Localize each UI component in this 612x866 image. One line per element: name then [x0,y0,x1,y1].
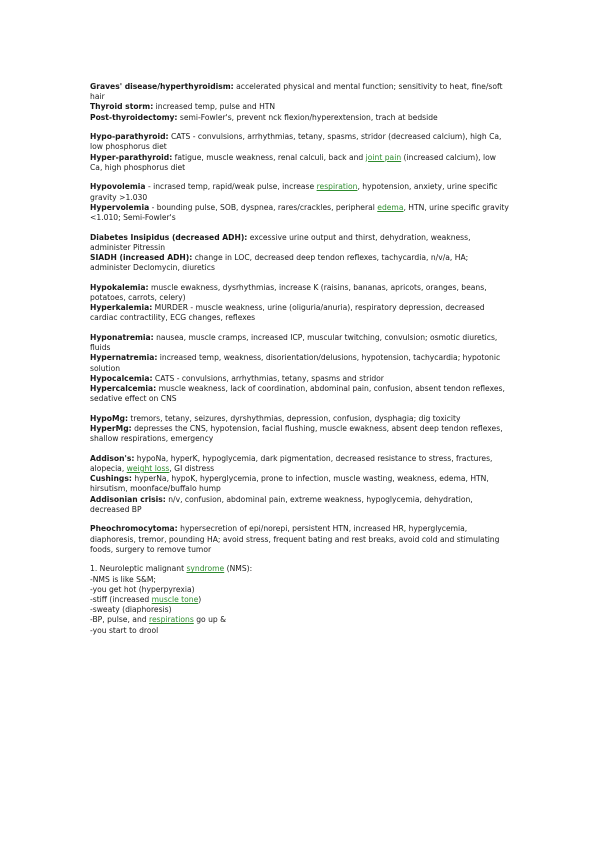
nms-text: -stiff (increased [90,595,152,605]
nms-text: go up & [193,615,227,625]
entry-term: Hypocalcemia: [90,373,153,383]
nms-line [90,575,510,585]
nms-text: -NMS is like S&M; [90,574,156,584]
link-respirations[interactable]: respirations [149,615,194,625]
entry-hypomg [90,414,510,424]
entry-text: MURDER - muscle weakness, urine (oliguria/anuria), respiratory depression, decreased cardiac contractility, ECG changes, reflexes [90,303,485,323]
notes-content [90,82,510,645]
section-volemia [90,182,510,223]
entry-text: accelerated physical and mental function; sensitivity to heat, fine/soft hair [90,82,503,102]
entry-term: Hypo-parathyroid: [90,132,169,142]
entry-hypernatremia [90,353,510,373]
entry-hypermg [90,424,510,444]
nms-text: 1. Neuroleptic malignant [90,564,187,574]
nms-text: -you get hot (hyperpyrexia) [90,584,195,594]
section-nms [90,564,510,635]
entry-term: Thyroid storm: [90,102,154,112]
entry-term: Addison's: [90,453,135,463]
entry-text: CATS - convulsions, arrhythmias, tetany, spasms, stridor (decreased calcium), high Ca, low phosphorus diet [90,132,502,152]
nms-line [90,615,510,625]
nms-line [90,585,510,595]
entry-text: change in LOC, decreased deep tendon reflexes, tachycardia, n/v/a, HA; administer Declomycin, diuretics [90,253,469,273]
entry-text: muscle weakness, lack of coordination, abdominal pain, confusion, absent tendon reflexes, sedative effect on CNS [90,384,505,404]
link-edema[interactable]: edema [377,202,404,212]
entry-term: Hypervolemia [90,202,150,212]
entry-text: hypoNa, hyperK, hypoglycemia, dark pigmentation, decreased resistance to stress, fractures, alopecia, [90,453,493,474]
entry-addisons [90,454,510,474]
entry-hypocalcemia [90,374,510,384]
entry-hypervolemia [90,203,510,223]
entry-hypo-parathyroid [90,132,510,152]
nms-text: -you start to drool [90,625,159,635]
entry-term: Graves' disease/hyperthyroidism: [90,82,234,91]
entry-hypokalemia [90,283,510,303]
entry-text: - incrased temp, rapid/weak pulse, increase [145,182,317,192]
nms-text: -BP, pulse, and [90,615,149,625]
section-parathyroid [90,132,510,173]
entry-term: Hypovolemia [90,182,146,192]
entry-term: Hypernatremia: [90,353,158,363]
nms-line [90,626,510,636]
entry-graves [90,82,510,102]
entry-text: hyperNa, hypoK, hyperglycemia, prone to infection, muscle wasting, weakness, edema, HTN, hirsutism, moonface/buffalo hump [90,474,489,494]
entry-addisonian-crisis [90,495,510,515]
nms-line [90,564,510,574]
entry-term: SIADH (increased ADH): [90,253,193,263]
entry-text: increased temp, pulse and HTN [153,102,276,112]
entry-text: tremors, tetany, seizures, dyrshythmias, depression, confusion, dysphagia; dig toxicity [128,413,461,423]
entry-text: CATS - convulsions, arrhythmias, tetany, spasms and stridor [152,373,384,383]
nms-line [90,595,510,605]
entry-text: , hypotension, anxiety, urine specific gravity >1.030 [90,182,498,202]
entry-text: n/v, confusion, abdominal pain, extreme weakness, hypoglycemia, dehydration, decreased BP [90,494,473,514]
section-sodium-calcium [90,333,510,404]
entry-hypercalcemia [90,384,510,404]
entry-text: (increased calcium), low Ca, high phosphorus diet [90,152,496,172]
entry-diabetes-insipidus [90,233,510,253]
link-respiration[interactable]: respiration [316,182,358,192]
entry-text: fatigue, muscle weakness, renal calculi, back and [172,152,366,162]
entry-pheochromocytoma [90,524,510,555]
entry-thyroid-storm [90,102,510,112]
section-potassium [90,283,510,324]
link-joint-pain[interactable]: joint pain [365,152,402,162]
entry-text: depresses the CNS, hypotension, facial flushing, muscle ewakness, absent deep tendon reflexes, shallow respirations, emergency [90,424,503,444]
entry-text: excessive urine output and thirst, dehydration, weakness, administer Pitressin [90,232,471,252]
entry-hypovolemia [90,182,510,202]
entry-cushings [90,474,510,494]
entry-text: hypersecretion of epi/norepi, persistent HTN, increased HR, hyperglycemia, diaphoresis, tremor, pounding HA; avoid stress, frequent bating and rest breaks, avoid cold and stimulating foods, surgery to remove tumor [90,524,500,554]
nms-line [90,605,510,615]
entry-term: HyperMg: [90,424,132,434]
entry-term: Cushings: [90,474,132,484]
entry-text: , GI distress [169,464,215,474]
entry-term: Pheochromocytoma: [90,524,178,534]
entry-term: Hypokalemia: [90,282,149,292]
entry-term: Hyponatremia: [90,333,154,343]
nms-text: (NMS): [224,564,253,574]
section-adrenal [90,454,510,515]
entry-hyponatremia [90,333,510,353]
section-adh [90,233,510,274]
entry-text: muscle ewakness, dysrhythmias, increase K (raisins, bananas, apricots, oranges, beans, potatoes, carrots, celery) [90,282,487,303]
entry-term: Diabetes Insipidus (decreased ADH): [90,232,248,242]
entry-term: HypoMg: [90,413,128,423]
section-pheochromocytoma [90,524,510,555]
entry-term: Addisonian crisis: [90,494,166,504]
entry-term: Hypercalcemia: [90,384,157,394]
entry-siadh [90,253,510,273]
link-muscle-tone[interactable]: muscle tone [151,595,199,605]
section-magnesium [90,414,510,445]
entry-post-thyroidectomy [90,113,510,123]
entry-term: Hyper-parathyroid: [90,152,173,162]
entry-text: increased temp, weakness, disorientation/delusions, hypotension, tachycardia; hypotonic solution [90,353,501,373]
entry-text: nausea, muscle cramps, increased ICP, muscular twitching, convulsion; osmotic diuretics, fluids [90,333,498,353]
nms-text: -sweaty (diaphoresis) [90,605,172,615]
entry-hyperkalemia [90,303,510,323]
link-weight-loss[interactable]: weight loss [126,464,170,474]
entry-hyper-parathyroid [90,153,510,173]
section-thyroid [90,82,510,123]
link-syndrome[interactable]: syndrome [186,564,225,574]
entry-text: , HTN, urine specific gravity <1.010; Semi-Fowler's [90,202,509,223]
entry-term: Post-thyroidectomy: [90,112,178,122]
entry-term: Hyperkalemia: [90,303,153,313]
nms-text: ) [198,595,202,605]
entry-text: - bounding pulse, SOB, dyspnea, rares/crackles, peripheral [149,202,378,212]
entry-text: semi-Fowler's, prevent nck flexion/hyperextension, trach at bedside [177,112,438,122]
